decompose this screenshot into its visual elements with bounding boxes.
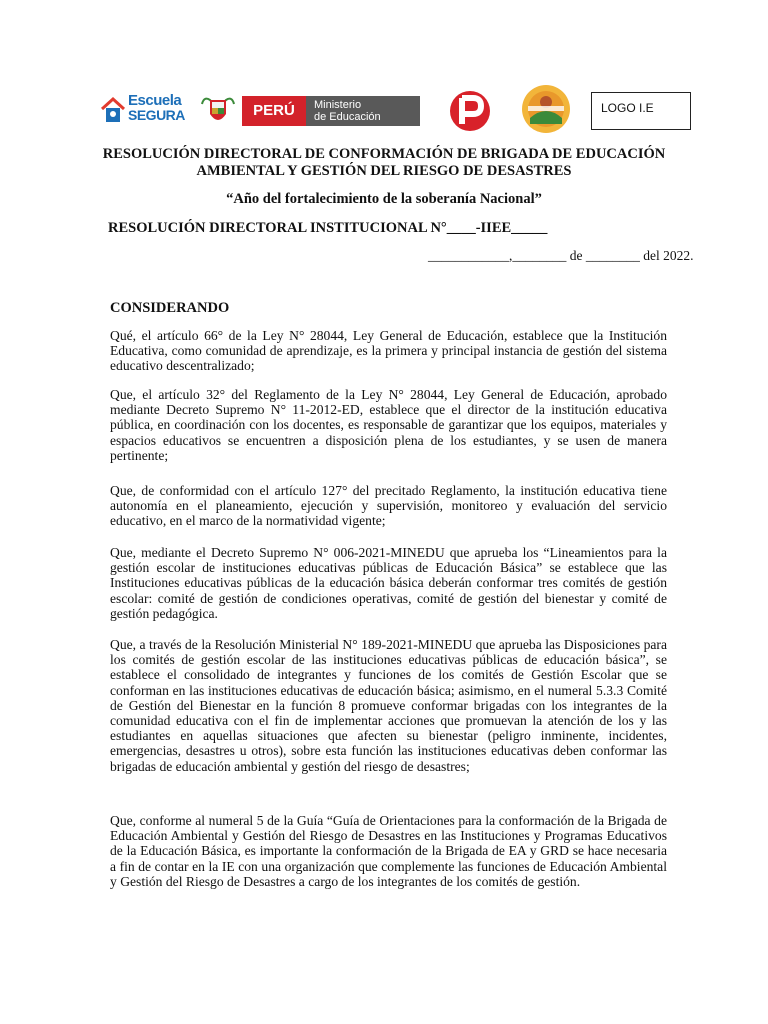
ministerio-label bbox=[306, 96, 420, 126]
date-line: ____________,________ de ________ del 2022. bbox=[428, 248, 694, 263]
paragraph-2: Que, el artículo 32° del Reglamento de la Ley N° 28044, Ley General de Educación, aprobado mediante Decreto Supremo N° 11-2012-ED, establece que el director de la institución educativa pública, en coordinación con los docentes, es responsable de garantizar que los equipos, materiales y espacios educativos se encuentren a disposición plena de los estudiantes, y se usen de manera pertinente; bbox=[110, 387, 667, 463]
resolution-number: RESOLUCIÓN DIRECTORAL INSTITUCIONAL N°____-IIEE_____ bbox=[108, 220, 548, 236]
regional-government-logo bbox=[446, 90, 494, 132]
paragraph-6: Que, conforme al numeral 5 de la Guía “Guía de Orientaciones para la conformación de la Brigada de Educación Ambiental y Gestión del Riesgo de Desastres en las Instituciones y Programas Educativos de la Educación Básica, es importante la conformación de la Brigada de EA y GRD se hace necesaria a fin de contar en la IE con una organización que complemente las funciones de Educación Ambiental y Gestión del Riesgo de Desastres a cargo de los integrantes de los comités de gestión. bbox=[110, 813, 667, 889]
year-motto: “Año del fortalecimiento de la soberanía Nacional” bbox=[226, 191, 542, 207]
ministerio-line1: Ministerio bbox=[314, 99, 362, 111]
ugel-piura-logo bbox=[520, 84, 572, 134]
segura-text: SEGURA bbox=[128, 107, 185, 123]
document-title-line2: AMBIENTAL Y GESTIÓN DEL RIESGO DE DESASTRES bbox=[196, 163, 572, 179]
paragraph-5: Que, a través de la Resolución Ministerial N° 189-2021-MINEDU que aprueba las Disposiciones para los comités de gestión escolar de las instituciones educativas públicas de educación básica”, se establece el consolidado de integrantes y funciones de los comités de Gestión Escolar que se conforman en las instituciones educativas de educación básica; asimismo, en el numeral 5.3.3 Comité de Gestión del Bienestar en la función 8 promueve conformar brigadas con los integrantes de la comunidad educativa con el fin de implementar acciones que promuevan la atención de los y las estudiantes en aquellas situaciones que afecten su bienestar (peligro inminente, incidentes, emergencias, desastres u otros), sobre esta función las instituciones educativas deben conformar las brigadas de educación ambiental y gestión del riesgo de desastres; bbox=[110, 637, 667, 774]
paragraph-4: Que, mediante el Decreto Supremo N° 006-2021-MINEDU que aprueba los “Lineamientos para la gestión escolar de instituciones educativas públicas de Educación Básica” se establece que las Instituciones educativas públicas de la educación básica deberán conformar tres comités de gestión escolar: comité de gestión de condiciones operativas, comité de gestión del bienestar y comité de gestión pedagógica. bbox=[110, 545, 667, 621]
considerando-heading: CONSIDERANDO bbox=[110, 300, 230, 316]
paragraph-1: Qué, el artículo 66° de la Ley N° 28044, Ley General de Educación, establece que la Institución Educativa, como comunidad de aprendizaje, es la primera y principal instancia de gestión del sistema educativo descentralizado; bbox=[110, 328, 667, 374]
paragraph-3: Que, de conformidad con el artículo 127° del precitado Reglamento, la institución educativa tiene autonomía en el planeamiento, ejecución y supervisión, monitoreo y evaluación del servicio educativo, en el marco de la normatividad vigente; bbox=[110, 483, 667, 529]
document-title-line1: RESOLUCIÓN DIRECTORAL DE CONFORMACIÓN DE BRIGADA DE EDUCACIÓN bbox=[102, 146, 666, 162]
minedu-logo bbox=[200, 94, 420, 128]
peru-coat-of-arms-icon bbox=[200, 94, 236, 128]
peru-label: PERÚ bbox=[242, 96, 306, 126]
house-icon bbox=[100, 96, 126, 124]
escuela-segura-logo bbox=[100, 92, 185, 130]
escuela-text: Escuela bbox=[128, 92, 182, 109]
logo-strip bbox=[100, 84, 670, 134]
logo-ie-box: LOGO I.E bbox=[591, 92, 691, 130]
ministerio-line2: de Educación bbox=[314, 111, 381, 123]
